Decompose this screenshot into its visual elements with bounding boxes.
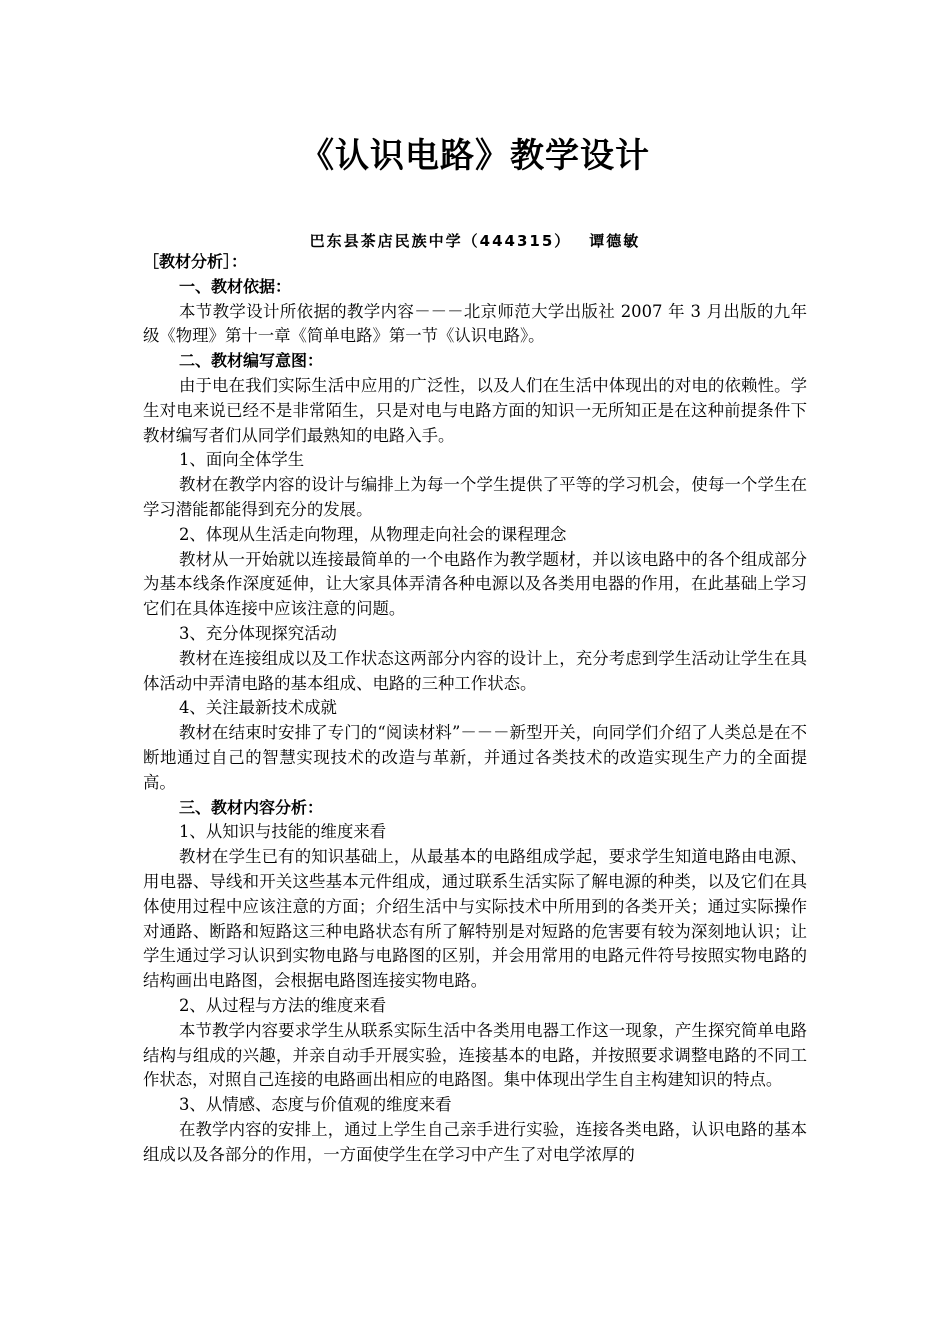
heading-1: 一、教材依据： (179, 276, 292, 296)
heading-3: 三、教材内容分析： (179, 797, 324, 817)
subheading-6: 2、从过程与方法的维度来看 (179, 995, 387, 1015)
author-line (0, 230, 950, 251)
paragraph-8: 本节教学内容要求学生从联系实际生活中各类用电器工作这一现象，产生探究简单电路结构与组成的兴趣，并亲自动手开展实验，连接基本的电路，并按照要求调整电路的不同工作状态，对照自己连接的电路画出相应的电路图。集中体现出学生自主构建知识的特点。 (143, 1020, 807, 1090)
paragraph-6: 教材在结束时安排了专门的“阅读材料”－－－新型开关，向同学们介绍了人类总是在不断地通过自己的智慧实现技术的改造与革新，并通过各类技术的改造实现生产力的全面提高。 (143, 723, 807, 792)
author-school: 巴东县茶店民族中学（444315） (309, 232, 572, 250)
paragraph-1: 本节教学设计所依据的教学内容－－－北京师范大学出版社 2007 年 3 月出版的九年级《物理》第十一章《简单电路》第一节《认识电路》。 (143, 301, 807, 346)
document-title: 《认识电路》教学设计 (300, 136, 650, 176)
paragraph-4: 教材从一开始就以连接最简单的一个电路作为教学题材，并以该电路中的各个组成部分为基本线条作深度延伸，让大家具体弄清各种电源以及各类用电器的作用，在此基础上学习它们在具体连接中应该注意的问题。 (143, 549, 807, 619)
heading-2: 二、教材编写意图： (179, 351, 324, 371)
author-name: 谭德敏 (589, 232, 641, 250)
subheading-5: 1、从知识与技能的维度来看 (179, 822, 387, 842)
paragraph-3: 教材在教学内容的设计与编排上为每一个学生提供了平等的学习机会，使每一个学生在学习潜能都能得到充分的发展。 (143, 475, 807, 519)
subheading-4: 4、关注最新技术成就 (179, 698, 337, 718)
subheading-2: 2、体现从生活走向物理，从物理走向社会的课程理念 (179, 524, 567, 544)
paragraph-2: 由于电在我们实际生活中应用的广泛性，以及人们在生活中体现出的对电的依赖性。学生对电来说已经不是非常陌生，只是对电与电路方面的知识一无所知正是在这种前提条件下教材编写者们从同学们最熟知的电路入手。 (143, 375, 807, 445)
paragraph-9: 在教学内容的安排上，通过上学生自己亲手进行实验，连接各类电路，认识电路的基本组成以及各部分的作用，一方面使学生在学习中产生了对电学浓厚的 (143, 1119, 807, 1164)
section-label: ［教材分析］： (143, 252, 248, 271)
subheading-1: 1、面向全体学生 (179, 450, 305, 470)
document-body (143, 250, 807, 1167)
paragraph-5: 教材在连接组成以及工作状态这两部分内容的设计上，充分考虑到学生活动让学生在具体活动中弄清电路的基本组成、电路的三种工作状态。 (143, 648, 807, 693)
subheading-7: 3、从情感、态度与价值观的维度来看 (179, 1095, 452, 1115)
paragraph-7: 教材在学生已有的知识基础上，从最基本的电路组成学起，要求学生知道电路由电源、用电器、导线和开关这些基本元件组成，通过联系生活实际了解电源的种类，以及它们在具体使用过程中应该注意的方面；介绍生活中与实际技术中所用到的各类开关；通过实际操作对通路、断路和短路这三种电路状态有所了解特别是对短路的危害要有较为深刻地认识；让学生通过学习认识到实物电路与电路图的区别，并会用常用的电路元件符号按照实物电路的结构画出电路图，会根据电路图连接实物电路。 (143, 847, 807, 991)
subheading-3: 3、充分体现探究活动 (179, 623, 337, 643)
